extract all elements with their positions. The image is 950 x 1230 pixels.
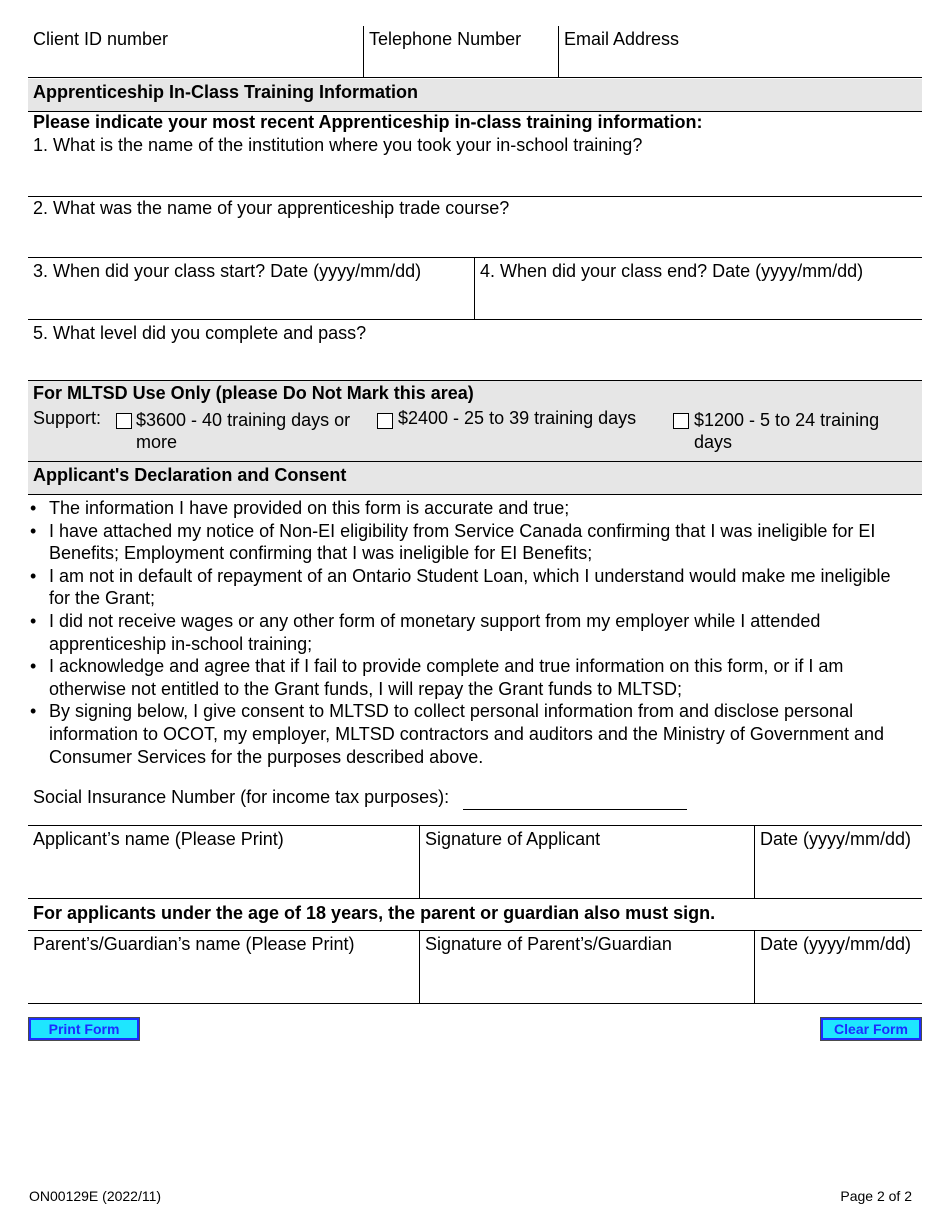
client-id-field[interactable] — [28, 26, 363, 77]
q1-label: 1. What is the name of the institution where you took your in-school training? — [33, 135, 643, 155]
declaration-item: • I am not in default of repayment of an Ontario Student Loan, which I understand would make me ineligible for the Grant; — [30, 565, 910, 610]
guardian-signature-label: Signature of Parent’s/Guardian — [425, 934, 672, 954]
support-3600-label — [136, 409, 350, 453]
declaration-item: • I have attached my notice of Non-EI eligibility from Service Canada confirming that I was ineligible for EI Benefits; Employment confirming that I was ineligible for EI Benefits; — [30, 520, 910, 565]
applicant-name-field[interactable] — [28, 826, 419, 898]
q3-label: 3. When did your class start? Date (yyyy/mm/dd) — [33, 261, 422, 281]
declaration-header — [28, 462, 922, 495]
institution-field[interactable] — [28, 134, 922, 197]
telephone-field[interactable] — [363, 26, 559, 77]
support-label: Support: — [33, 408, 102, 428]
applicant-signature-label: Signature of Applicant — [425, 829, 601, 849]
declaration-title: Applicant's Declaration and Consent — [33, 465, 347, 485]
telephone-label: Telephone Number — [369, 29, 522, 49]
support-1200-line1: $1200 - 5 to 24 training — [694, 410, 880, 430]
page-number: Page 2 of 2 — [840, 1188, 912, 1204]
support-1200-line2: days — [694, 432, 733, 452]
class-start-date-field[interactable] — [28, 258, 474, 319]
training-section-title: Apprenticeship In-Class Training Information — [33, 82, 419, 102]
guardian-notice — [28, 903, 922, 929]
training-instruction-text: Please indicate your most recent Apprenticeship in-class training information: — [33, 112, 703, 132]
mltsd-section-title: For MLTSD Use Only (please Do Not Mark this area) — [33, 383, 474, 403]
training-section-header — [28, 79, 922, 112]
declaration-item: • The information I have provided on this form is accurate and true; — [30, 497, 910, 520]
clear-form-button[interactable]: Clear Form — [821, 1018, 921, 1040]
support-2400-label: $2400 - 25 to 39 training days — [398, 408, 637, 428]
guardian-date-field[interactable] — [754, 931, 922, 1003]
applicant-date-label: Date (yyyy/mm/dd) — [760, 829, 912, 849]
guardian-notice-text: For applicants under the age of 18 years, the parent or guardian also must sign. — [33, 903, 716, 923]
class-end-date-field[interactable] — [474, 258, 922, 319]
applicant-name-label: Applicant’s name (Please Print) — [33, 829, 284, 849]
support-1200-checkbox[interactable] — [673, 413, 689, 429]
guardian-signature-row — [28, 930, 922, 1004]
sin-label: Social Insurance Number (for income tax purposes): — [33, 787, 450, 807]
mltsd-section — [28, 380, 922, 462]
print-form-button[interactable]: Print Form — [29, 1018, 139, 1040]
q4-label: 4. When did your class end? Date (yyyy/mm/dd) — [480, 261, 864, 281]
contact-fields-row — [28, 26, 922, 78]
q2-label: 2. What was the name of your apprenticeship trade course? — [33, 198, 510, 218]
trade-course-field[interactable] — [28, 197, 922, 258]
applicant-signature-field[interactable] — [419, 826, 755, 898]
guardian-name-field[interactable] — [28, 931, 419, 1003]
declaration-item: • I acknowledge and agree that if I fail to provide complete and true information on this form, or if I am otherwise not entitled to the Grant funds, I will repay the Grant funds to MLTSD; — [30, 655, 910, 700]
guardian-name-label: Parent’s/Guardian’s name (Please Print) — [33, 934, 355, 954]
sin-input[interactable] — [463, 788, 687, 810]
declaration-item: • I did not receive wages or any other form of monetary support from my employer while I attended apprenticeship in-school training; — [30, 610, 910, 655]
declaration-item: • By signing below, I give consent to MLTSD to collect personal information from and disclose personal information to OCOT, my employer, MLTSD contractors and auditors and the Ministry of Government and Consumer Services for the purposes described above. — [30, 700, 910, 768]
support-3600-line2: more — [136, 432, 178, 452]
email-label: Email Address — [564, 29, 680, 49]
q5-label: 5. What level did you complete and pass? — [33, 323, 367, 343]
email-field[interactable] — [558, 26, 922, 77]
class-dates-row — [28, 258, 922, 320]
form-id: ON00129E (2022/11) — [29, 1188, 162, 1204]
applicant-signature-row — [28, 825, 922, 899]
training-instruction — [28, 112, 922, 134]
guardian-date-label: Date (yyyy/mm/dd) — [760, 934, 912, 954]
client-id-label: Client ID number — [33, 29, 169, 49]
guardian-signature-field[interactable] — [419, 931, 755, 1003]
support-1200-label — [694, 409, 879, 453]
applicant-date-field[interactable] — [754, 826, 922, 898]
level-completed-field[interactable] — [28, 320, 922, 380]
support-2400-checkbox[interactable] — [377, 413, 393, 429]
support-3600-line1: $3600 - 40 training days or — [136, 410, 351, 430]
support-3600-checkbox[interactable] — [116, 413, 132, 429]
declaration-list — [30, 497, 910, 768]
